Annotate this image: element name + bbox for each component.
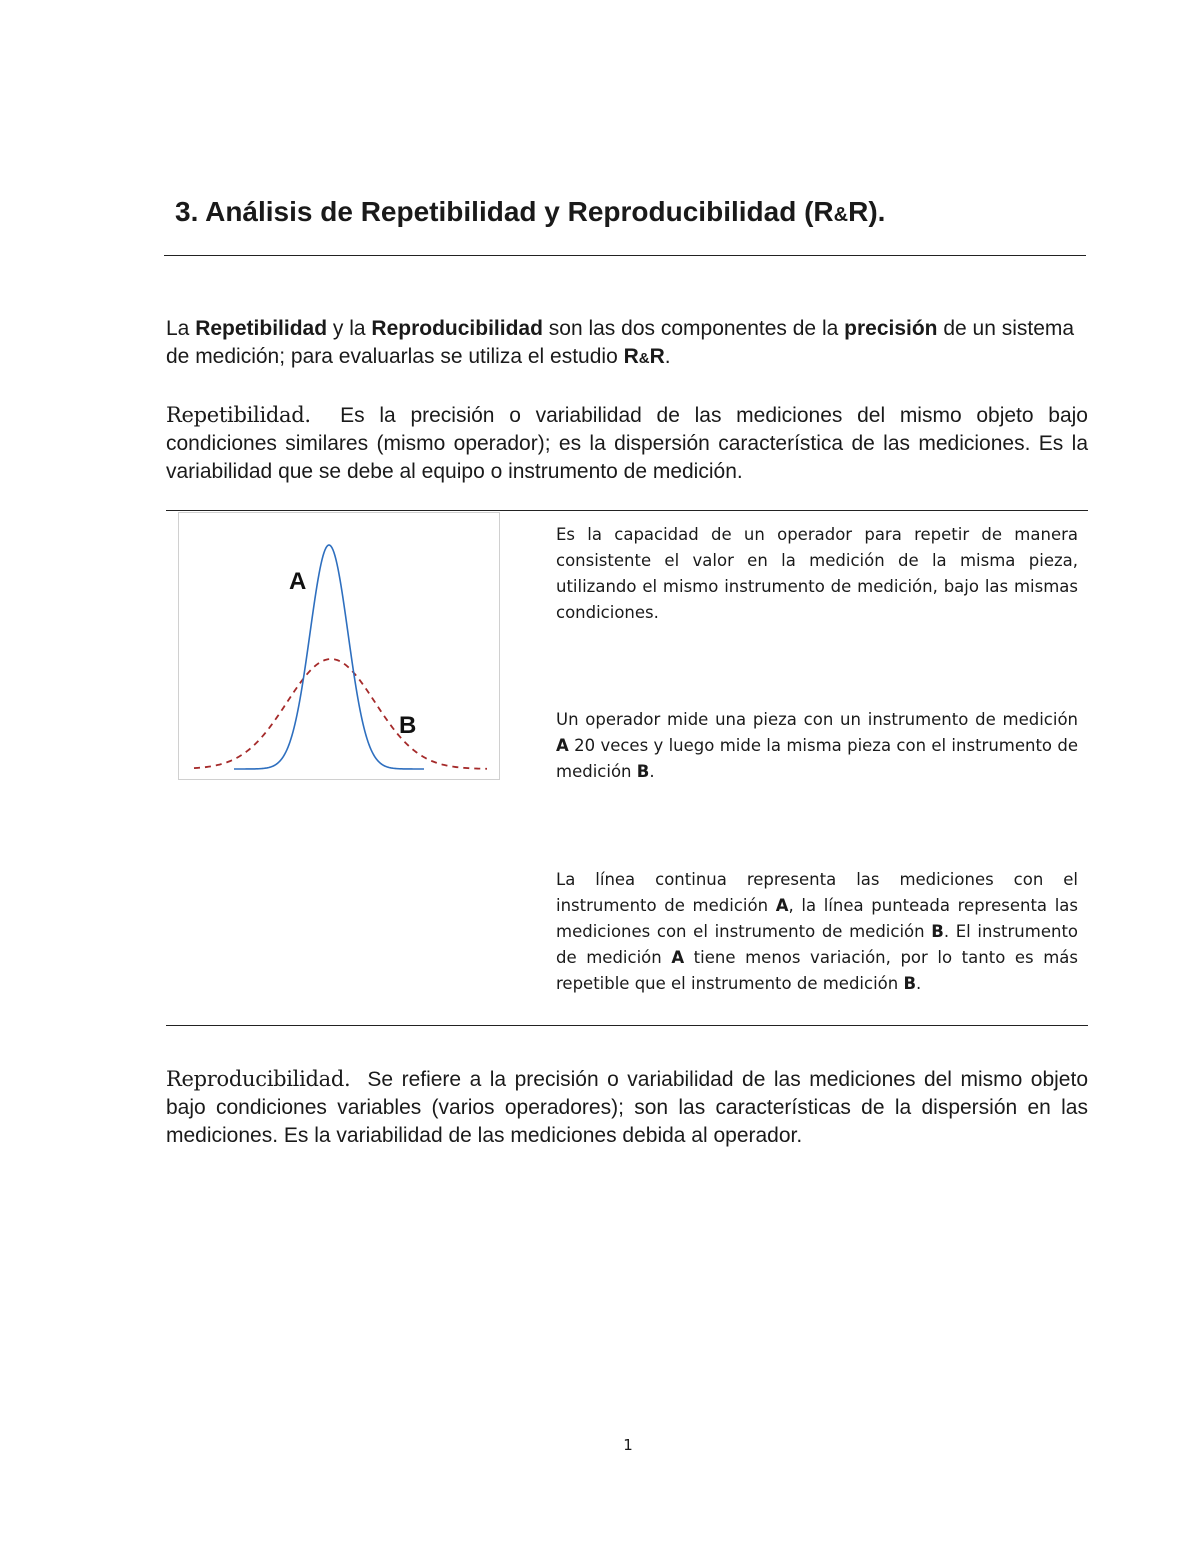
reproducibilidad-paragraph xyxy=(166,1065,1088,1150)
reproducibilidad-definition: Se refiere a la precisión o variabilidad de las mediciones del mismo objeto bajo condiciones variables (varios operadores); son las características de la dispersión en las mediciones. Es la variabilidad de las mediciones debida al operador. xyxy=(166,1068,1088,1147)
figure-top-rule xyxy=(166,510,1088,511)
reproducibilidad-term: Reproducibilidad. xyxy=(166,1067,351,1091)
heading-rule xyxy=(164,255,1086,256)
label-a: A xyxy=(289,568,307,595)
distribution-chart xyxy=(179,513,499,779)
figure-bottom-rule xyxy=(166,1025,1088,1026)
repetibilidad-term: Repetibilidad. xyxy=(166,403,311,427)
distribution-figure xyxy=(178,512,500,780)
label-b: B xyxy=(399,712,417,739)
curve-b-dashed xyxy=(194,659,487,769)
section-heading: 3. Análisis de Repetibilidad y Reproducibilidad (R&R). xyxy=(175,196,886,227)
repetibilidad-definition: Es la precisión o variabilidad de las mediciones del mismo objeto bajo condiciones similares (mismo operador); es la dispersión característica de las mediciones. Es la variabilidad que se debe al equipo o instrumento de medición. xyxy=(166,404,1088,483)
page-number: 1 xyxy=(623,1436,633,1454)
side-note-3: La línea continua representa las mediciones con el instrumento de medición A, la línea punteada representa las mediciones con el instrumento de medición B. El instrumento de medición A tiene menos variación, por lo tanto es más repetible que el instrumento de medición B. xyxy=(556,870,1079,993)
side-note-1: Es la capacidad de un operador para repetir de manera consistente el valor en la medición de la misma pieza, utilizando el mismo instrumento de medición, bajo las mismas condiciones. xyxy=(556,525,1078,622)
intro-paragraph: La Repetibilidad y la Reproducibilidad son las dos componentes de la precisión de un sistema de medición; para evaluarlas se utiliza el estudio R&R. xyxy=(166,317,1075,368)
repetibilidad-paragraph xyxy=(166,401,1088,486)
side-note-2: Un operador mide una pieza con un instrumento de medición A 20 veces y luego mide la misma pieza con el instrumento de medición B. xyxy=(556,710,1078,781)
